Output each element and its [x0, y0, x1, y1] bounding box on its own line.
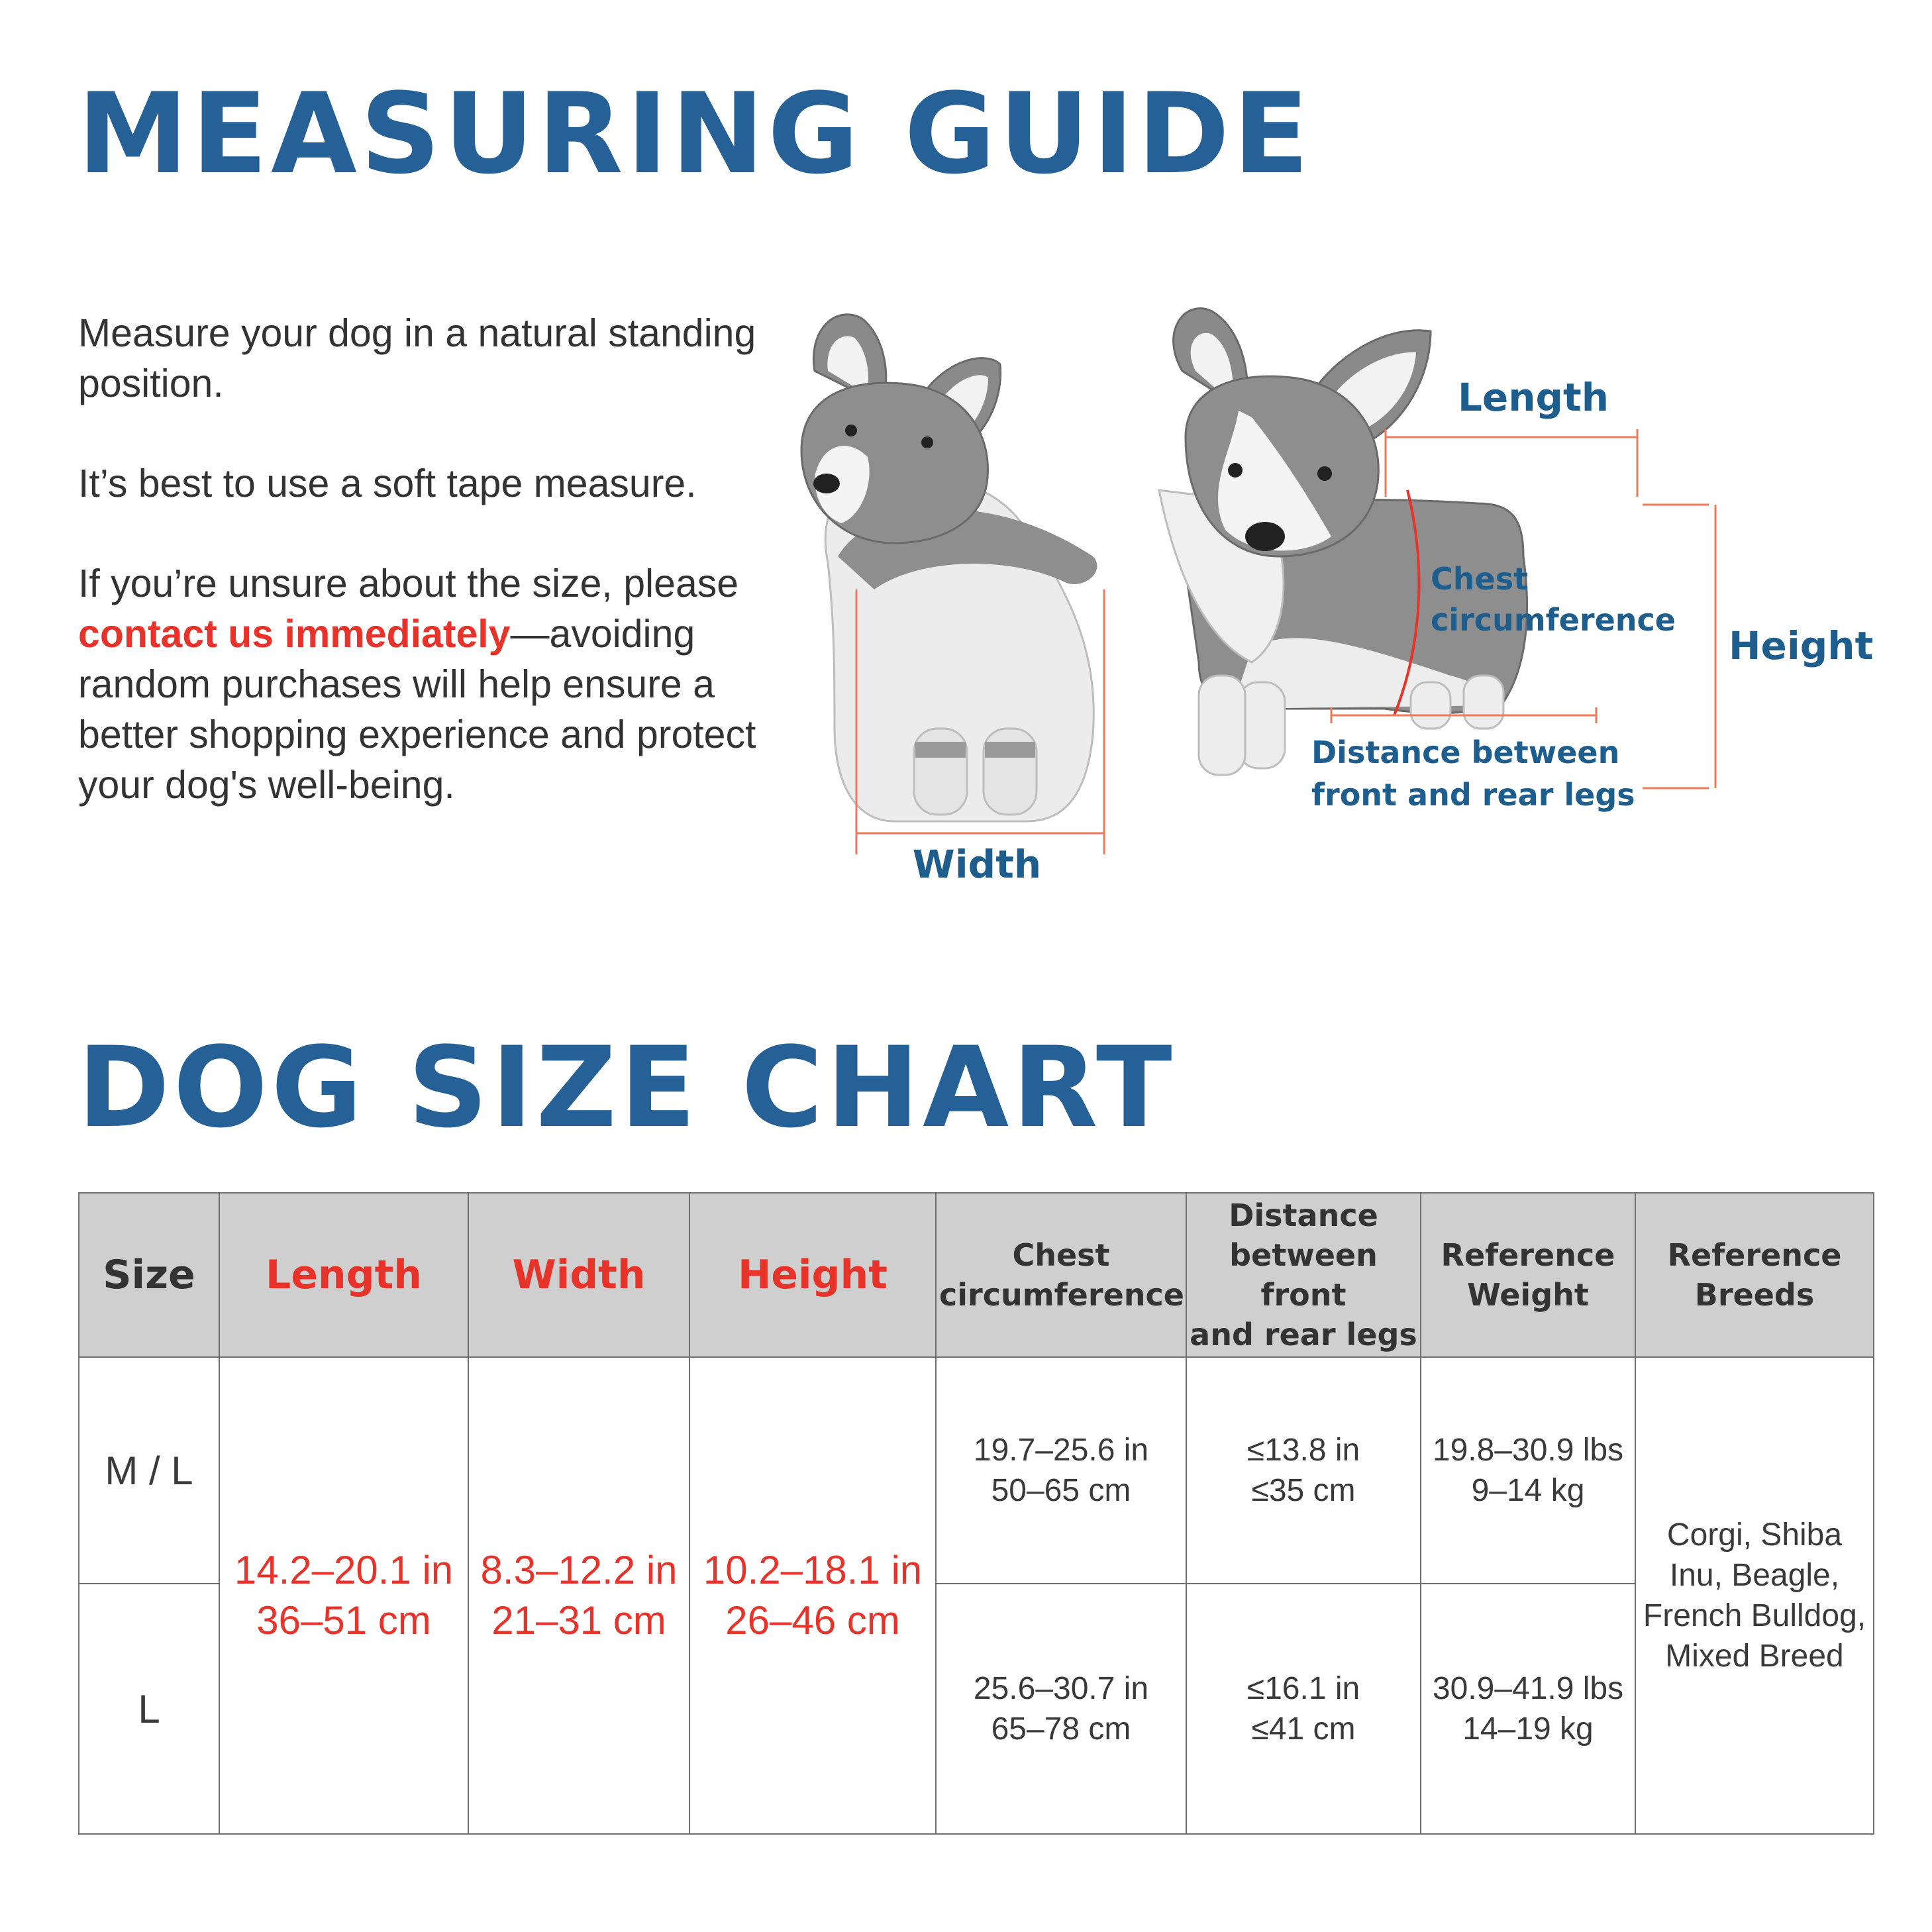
cell-leg-distance: ≤13.8 in ≤35 cm [1186, 1357, 1421, 1584]
header-weight: Reference Weight [1421, 1193, 1635, 1357]
header-breeds: Reference Breeds [1635, 1193, 1874, 1357]
header-chest: Chest circumference [936, 1193, 1186, 1357]
header-leg-distance: Distance between front and rear legs [1186, 1193, 1421, 1357]
cell-leg-distance: ≤16.1 in ≤41 cm [1186, 1584, 1421, 1834]
cell-breeds: Corgi, Shiba Inu, Beagle, French Bulldog, Mixed Breed [1635, 1357, 1874, 1834]
cell-weight: 19.8–30.9 lbs 9–14 kg [1421, 1357, 1635, 1584]
contact-us-link[interactable]: contact us immediately [78, 612, 511, 656]
width-label: Width [912, 842, 1042, 887]
chest-label-line2: circumference [1431, 602, 1676, 638]
cell-weight: 30.9–41.9 lbs 14–19 kg [1421, 1584, 1635, 1834]
corgi-rear-view-illustration [801, 315, 1097, 821]
size-chart-title: DOG SIZE CHART [77, 1023, 1176, 1152]
measuring-diagram [775, 278, 1888, 914]
instruction-contact-prefix: If you’re unsure about the size, please [78, 562, 739, 605]
height-label: Height [1729, 623, 1874, 668]
chest-label-line1: Chest [1431, 561, 1529, 597]
cell-length: 14.2–20.1 in 36–51 cm [219, 1357, 468, 1834]
cell-size: L [79, 1584, 219, 1834]
header-width: Width [468, 1193, 689, 1357]
cell-chest: 25.6–30.7 in 65–78 cm [936, 1584, 1186, 1834]
cell-chest: 19.7–25.6 in 50–65 cm [936, 1357, 1186, 1584]
table-header-row [79, 1193, 1874, 1357]
header-height: Height [689, 1193, 936, 1357]
measuring-guide-title: MEASURING GUIDE [77, 69, 1313, 199]
legs-label-line2: front and rear legs [1311, 777, 1635, 813]
header-length: Length [219, 1193, 468, 1357]
size-chart-table [78, 1192, 1874, 1835]
instruction-contact-suffix: —avoiding random purchases will help ensure a better shopping experience and protect your dog's well-being. [78, 612, 756, 807]
cell-size: M / L [79, 1357, 219, 1584]
table-row-m-l [79, 1357, 1874, 1584]
header-size: Size [79, 1193, 219, 1357]
instruction-natural-position: Measure your dog in a natural standing position. [78, 311, 756, 405]
instruction-soft-tape: It’s best to use a soft tape measure. [78, 462, 697, 505]
legs-label-line1: Distance between [1311, 735, 1620, 770]
measuring-instructions [78, 308, 780, 860]
cell-height: 10.2–18.1 in 26–46 cm [689, 1357, 936, 1834]
length-label: Length [1457, 375, 1609, 420]
cell-width: 8.3–12.2 in 21–31 cm [468, 1357, 689, 1834]
instruction-contact [78, 558, 780, 810]
